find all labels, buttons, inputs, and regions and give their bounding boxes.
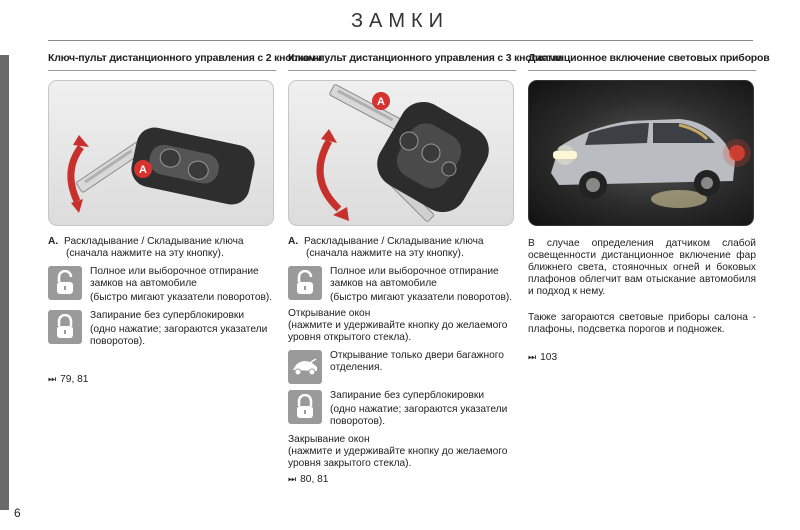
unlock-row: Полное или выборочное отпирание замков на автомобиле (быстро мигают указатели поворотов). xyxy=(288,266,516,304)
svg-text:A: A xyxy=(377,96,385,108)
trunk-open-icon xyxy=(288,350,322,384)
windows-close-block: Закрывание окон (нажмите и удерживайте кнопку до желаемого уровня закрытого стекла). xyxy=(288,434,508,469)
title-divider xyxy=(48,40,753,41)
key-2-buttons-drawing xyxy=(49,81,273,225)
unlock-icon xyxy=(288,266,322,300)
ff-arrow-icon: ⏭ xyxy=(528,352,537,362)
column-2-button-key xyxy=(48,52,323,385)
page-title: ЗАМКИ xyxy=(350,10,450,32)
lighting-paragraph-1: В случае определения датчиком слабой освещенности дистанционное включение фар ближнего света, стояночных огней и боковых плафонов облегчит вам отыскание автомобиля и подход к нему. xyxy=(528,238,756,297)
lock-icon xyxy=(288,390,322,424)
unlock-icon xyxy=(48,266,82,300)
page-reference[interactable]: ⏭ 80, 81 xyxy=(288,474,329,485)
key-3-buttons-illustration xyxy=(288,80,514,226)
svg-text:A: A xyxy=(139,164,147,176)
page-reference[interactable]: ⏭ 79, 81 xyxy=(48,374,89,385)
lock-row: Запирание без суперблокировки (одно нажатие; загораются указатели поворотов). xyxy=(48,310,276,348)
unlock-row: Полное или выборочное отпирание замков на автомобиле (быстро мигают указатели поворотов). xyxy=(48,266,276,304)
side-tab-strip xyxy=(0,55,9,510)
car-drawing xyxy=(529,81,753,225)
item-a: A. Раскладывание / Складывание ключа (сначала нажмите на эту кнопку). xyxy=(48,236,244,259)
column-heading: Ключ-пульт дистанционного управления с 3 кнопками xyxy=(288,52,516,71)
trunk-row: Открывание только двери багажного отделения. xyxy=(288,350,516,384)
column-remote-lighting xyxy=(528,52,770,363)
item-a: A. Раскладывание / Складывание ключа (сначала нажмите на эту кнопку). xyxy=(288,236,484,259)
ff-arrow-icon: ⏭ xyxy=(288,474,297,484)
page-reference[interactable]: ⏭ 103 xyxy=(528,352,558,363)
page-number: 6 xyxy=(14,506,21,520)
key-2-buttons-illustration xyxy=(48,80,274,226)
windows-open-block: Открывание окон (нажмите и удерживайте кнопку до желаемого уровня открытого стекла). xyxy=(288,308,508,343)
lighting-paragraph-2: Также загораются световые приборы салона - плафоны, подсветка порогов и подножек. xyxy=(528,312,756,335)
ff-arrow-icon: ⏭ xyxy=(48,374,57,384)
car-lighting-photo xyxy=(528,80,754,226)
lock-icon xyxy=(48,310,82,344)
column-heading: Дистанционное включение световых приборов xyxy=(528,52,756,71)
rotation-arrow-icon xyxy=(320,141,339,209)
column-heading: Ключ-пульт дистанционного управления с 2 кнопками xyxy=(48,52,276,71)
lock-row: Запирание без суперблокировки (одно нажатие; загораются указатели поворотов). xyxy=(288,390,516,428)
key-3-buttons-drawing xyxy=(289,81,513,225)
rotation-arrow-icon xyxy=(71,147,81,201)
